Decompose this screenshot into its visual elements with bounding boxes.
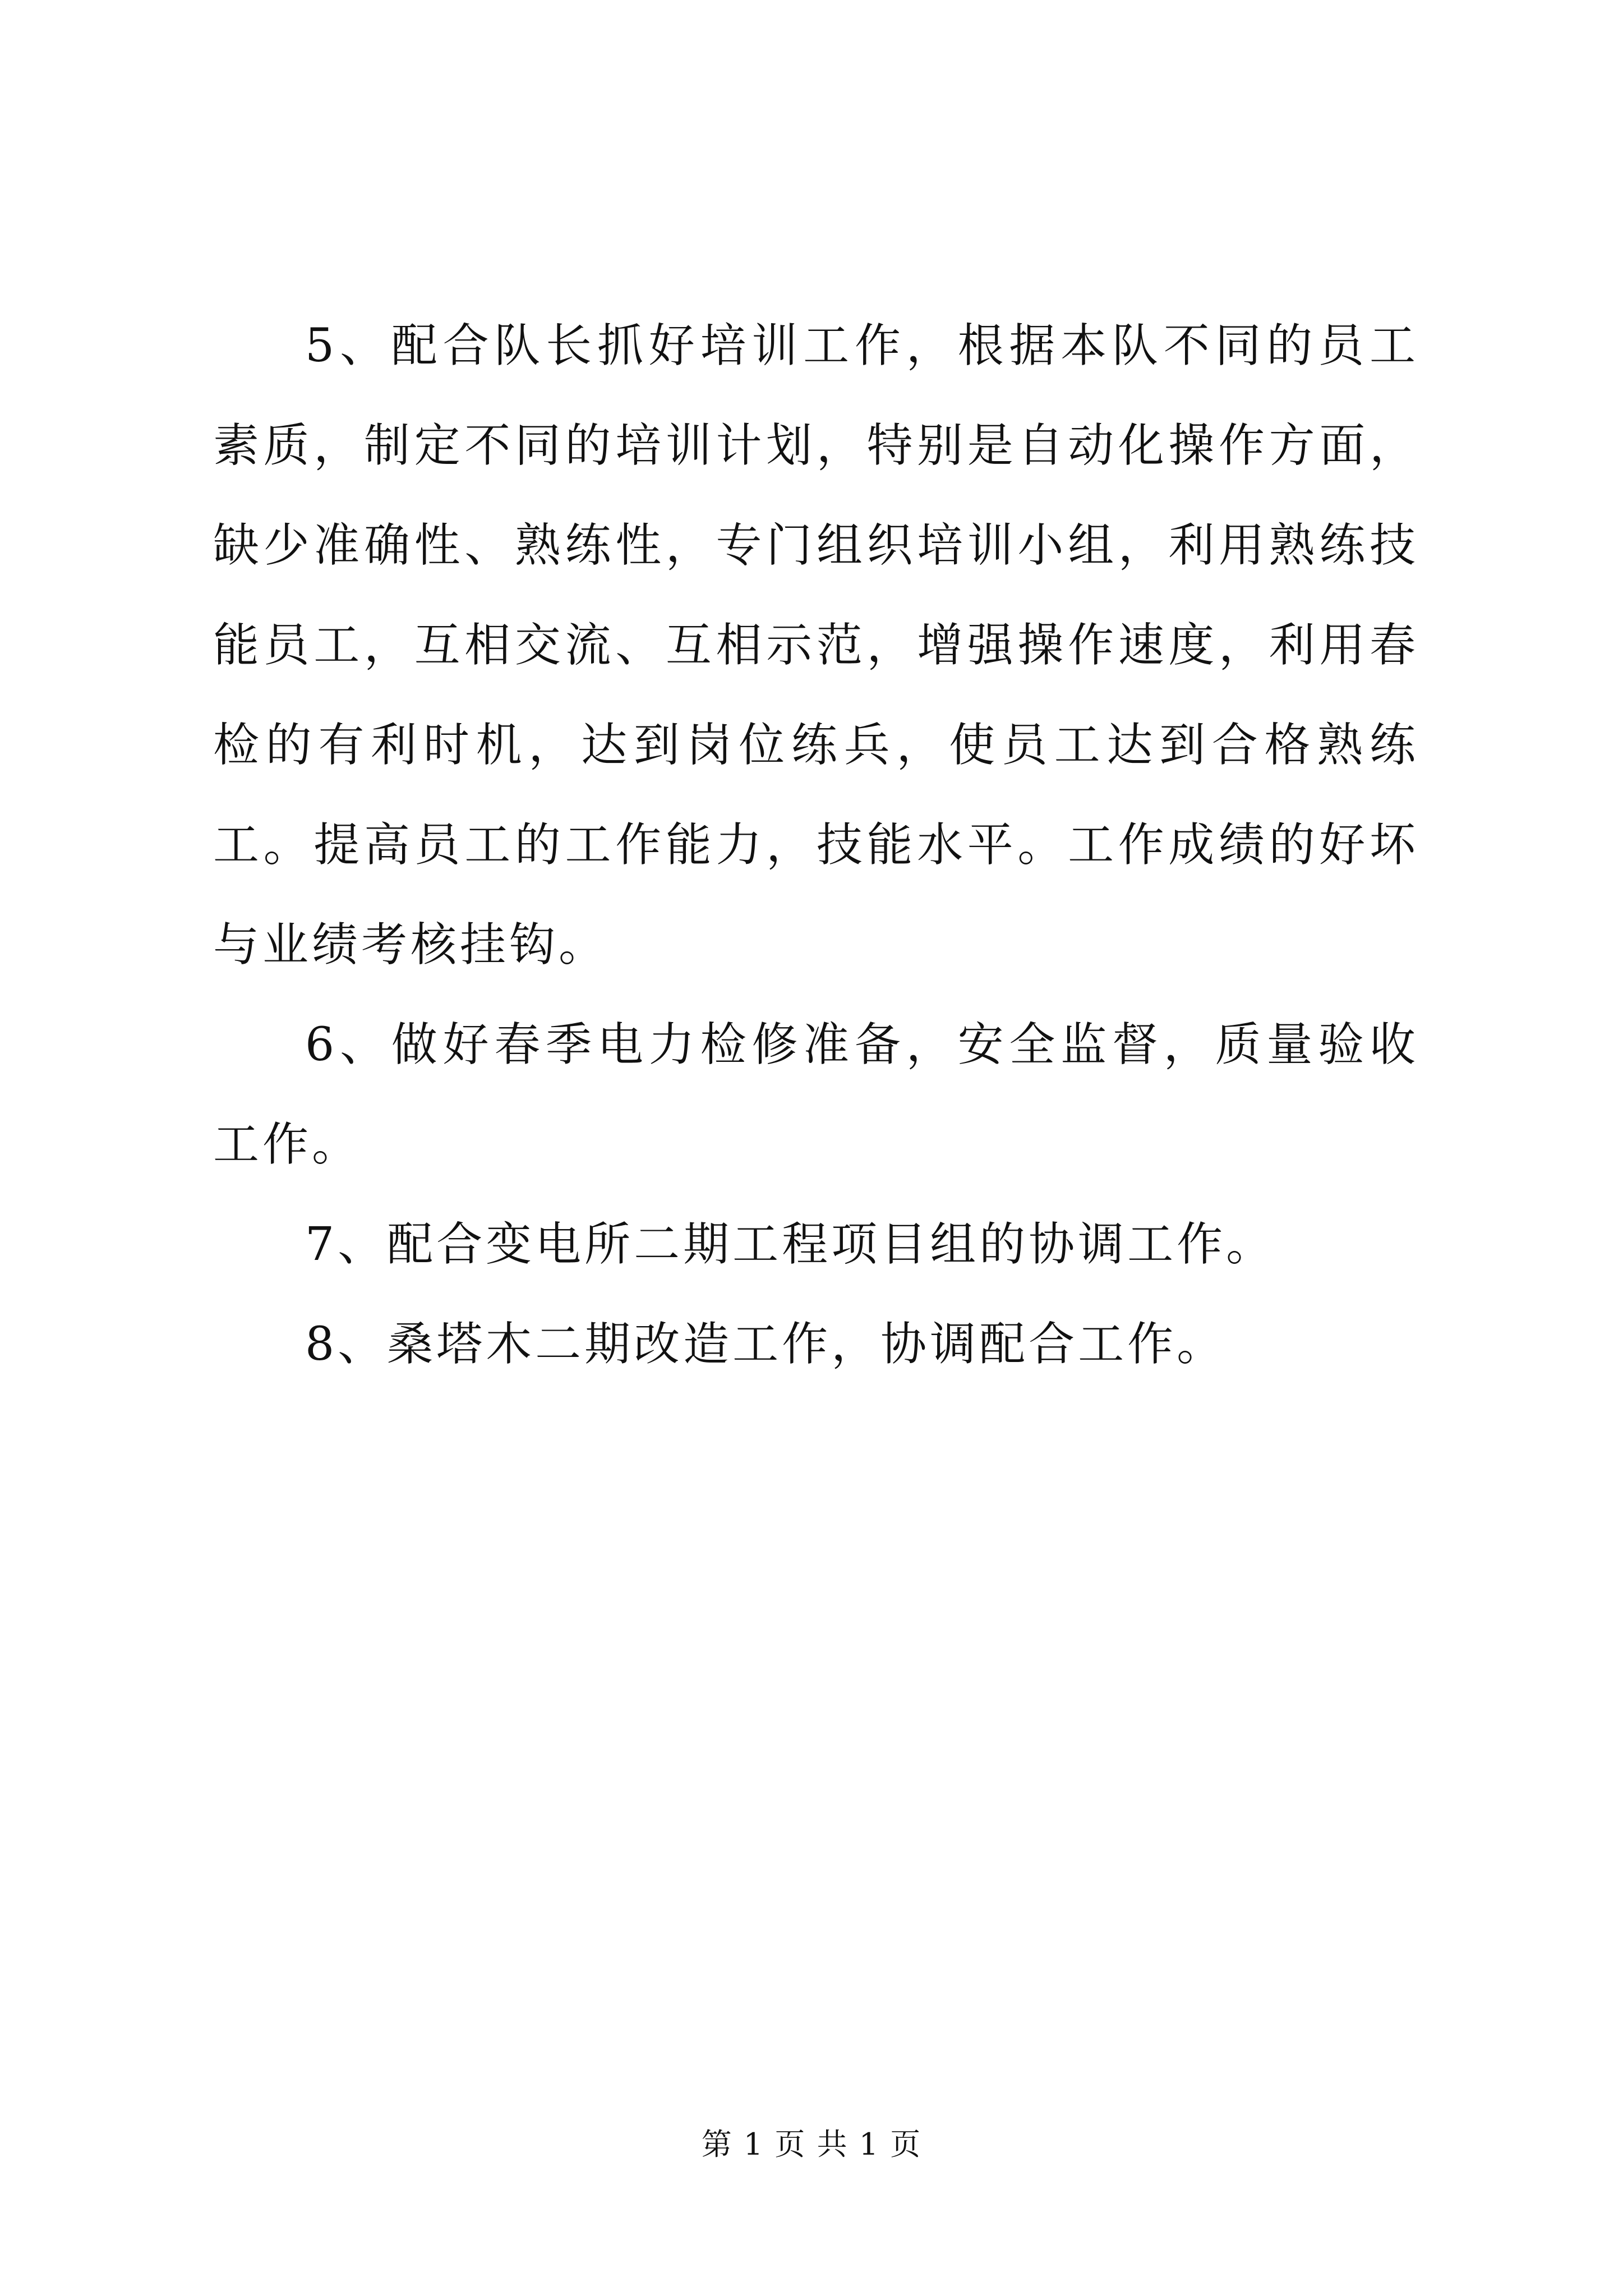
paragraph-item-6: 6、做好春季电力检修准备，安全监督，质量验收工作。 <box>213 1018 1419 1171</box>
paragraph-item-8: 8、桑塔木二期改造工作，协调配合工作。 <box>305 1318 1227 1371</box>
page-footer: 第 1 页 共 1 页 <box>701 2127 922 2162</box>
paragraph-item-7: 7、配合变电所二期工程项目组的协调工作。 <box>305 1218 1276 1271</box>
document-body <box>213 296 1419 1395</box>
paragraph-item-5: 5、配合队长抓好培训工作，根据本队不同的员工素质，制定不同的培训计划，特别是自动化操作方面，缺少准确性、熟练性，专门组织培训小组，利用熟练技能员工，互相交流、互相示范，增强操作速度，利用春检的有利时机，达到岗位练兵，使员工达到合格熟练工。提高员工的工作能力，技能水平。工作成绩的好坏与业绩考核挂钩。 <box>213 319 1419 972</box>
